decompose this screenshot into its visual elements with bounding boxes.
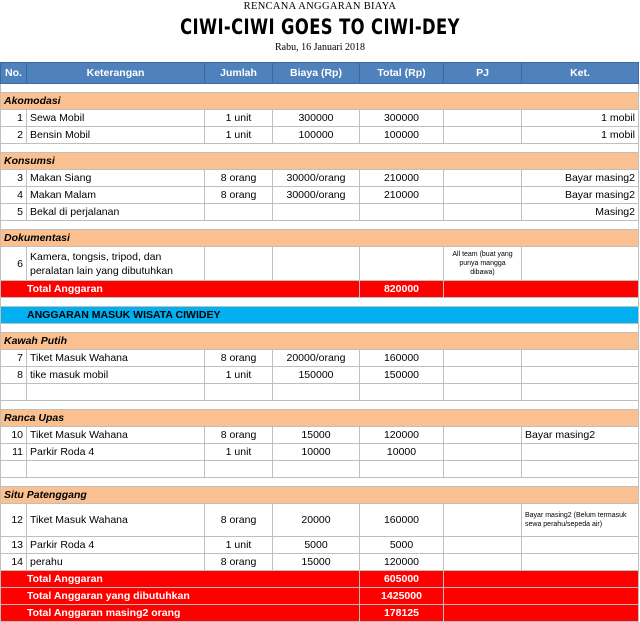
- col-total: Total (Rp): [360, 63, 444, 84]
- col-jumlah: Jumlah: [205, 63, 273, 84]
- header-row: [1, 63, 639, 84]
- section-konsumsi: [1, 153, 639, 170]
- total-label: Total Anggaran yang dibutuhkan: [1, 588, 360, 605]
- section-akomodasi: [1, 93, 639, 110]
- wisata-title: ANGGARAN MASUK WISATA CIWIDEY: [1, 307, 639, 324]
- table-row: 13 Parkir Roda 4 1 unit 5000 5000: [1, 537, 639, 554]
- table-row: 7 Tiket Masuk Wahana 8 orang 20000/orang 160000: [1, 350, 639, 367]
- total-row: [1, 281, 639, 298]
- document-title: CIWI-CIWI GOES TO CIWI-DEY: [180, 15, 460, 39]
- total-row: [1, 571, 639, 588]
- section-label: Kawah Putih: [1, 333, 639, 350]
- section-situ-patenggang: [1, 487, 639, 504]
- wisata-header-row: [1, 307, 639, 324]
- section-label: Akomodasi: [1, 93, 639, 110]
- section-label: Ranca Upas: [1, 410, 639, 427]
- table-row: 14 perahu 8 orang 15000 120000: [1, 554, 639, 571]
- table-row: 5 Bekal di perjalanan Masing2: [1, 204, 639, 221]
- section-kawah-putih: [1, 333, 639, 350]
- table-row: 3 Makan Siang 8 orang 30000/orang 210000 Bayar masing2: [1, 170, 639, 187]
- section-label: Situ Patenggang: [1, 487, 639, 504]
- total-label: Total Anggaran masing2 orang: [1, 605, 360, 622]
- section-label: Konsumsi: [1, 153, 639, 170]
- total-label: Total Anggaran: [1, 281, 360, 298]
- total-label: Total Anggaran: [1, 571, 360, 588]
- total-row: [1, 588, 639, 605]
- table-row: 12 Tiket Masuk Wahana 8 orang 20000 160000 Bayar masing2 (Belum termasuk sewa perahu/sepeda air): [1, 504, 639, 537]
- budget-table: [0, 62, 639, 622]
- table-row: 10 Tiket Masuk Wahana 8 orang 15000 120000 Bayar masing2: [1, 427, 639, 444]
- col-biaya: Biaya (Rp): [273, 63, 360, 84]
- col-pj: PJ: [444, 63, 522, 84]
- document-subtitle: RENCANA ANGGARAN BIAYA: [243, 1, 397, 12]
- section-label: Dokumentasi: [1, 230, 639, 247]
- col-ket: Ket.: [522, 63, 639, 84]
- total-value: 605000: [360, 571, 444, 588]
- total-value: 1425000: [360, 588, 444, 605]
- table-row: 2 Bensin Mobil 1 unit 100000 100000 1 mobil: [1, 127, 639, 144]
- document-date: Rabu, 16 Januari 2018: [275, 42, 365, 53]
- total-value: 178125: [360, 605, 444, 622]
- section-dokumentasi: [1, 230, 639, 247]
- table-row: 4 Makan Malam 8 orang 30000/orang 210000 Bayar masing2: [1, 187, 639, 204]
- section-ranca-upas: [1, 410, 639, 427]
- total-value: 820000: [360, 281, 444, 298]
- table-row: 6 Kamera, tongsis, tripod, dan peralatan lain yang dibutuhkan All team (buat yang punya mangga dibawa): [1, 247, 639, 281]
- col-no: No.: [1, 63, 27, 84]
- table-row: 8 tike masuk mobil 1 unit 150000 150000: [1, 367, 639, 384]
- table-row: 1 Sewa Mobil 1 unit 300000 300000 1 mobil: [1, 110, 639, 127]
- col-keterangan: Keterangan: [27, 63, 205, 84]
- total-row: [1, 605, 639, 622]
- table-row: 11 Parkir Roda 4 1 unit 10000 10000: [1, 444, 639, 461]
